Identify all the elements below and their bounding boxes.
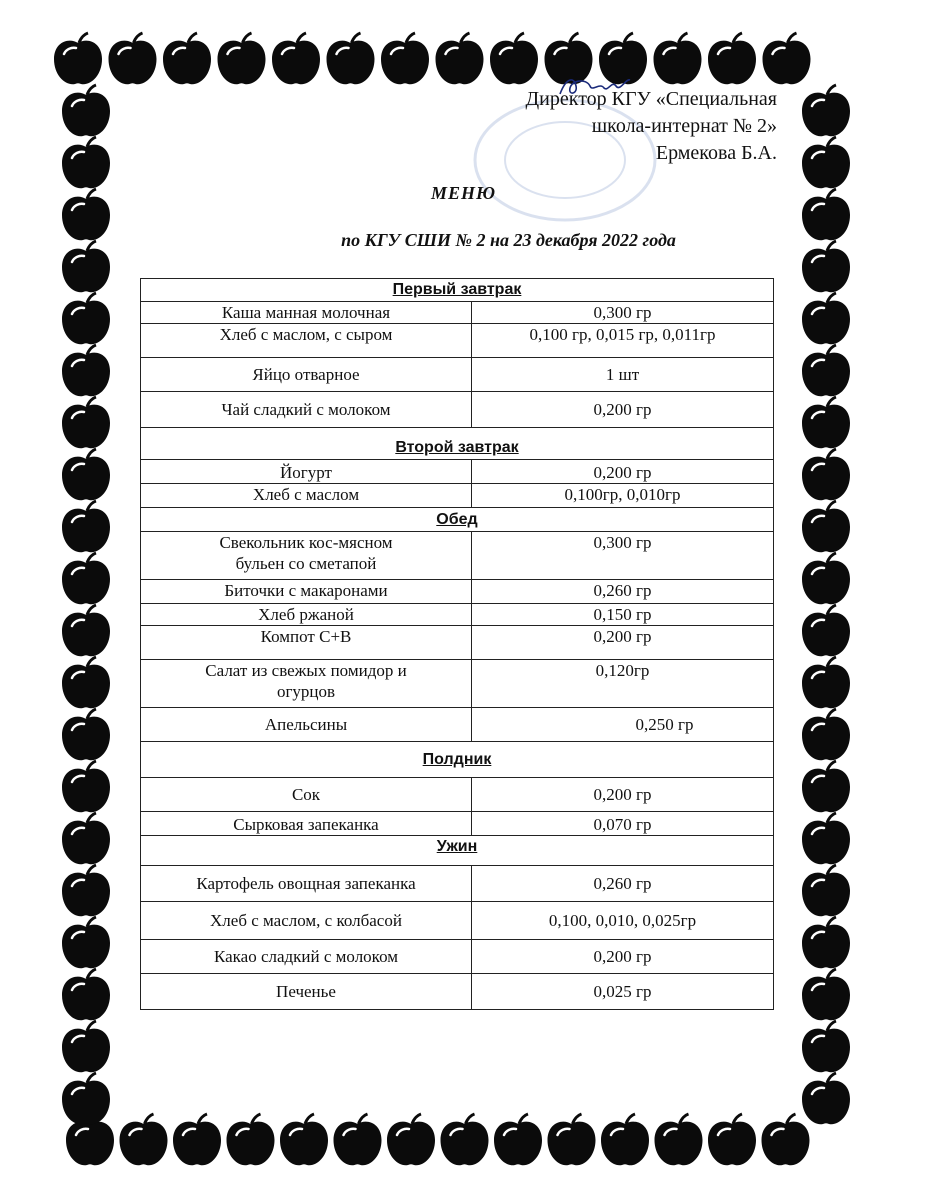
- apple-icon: [109, 33, 157, 84]
- section-title: Второй завтрак: [141, 428, 774, 460]
- dish-name: Хлеб ржаной: [141, 604, 472, 626]
- apple-icon: [62, 813, 110, 864]
- apple-icon: [802, 657, 850, 708]
- table-row: [141, 708, 774, 742]
- apple-icon: [802, 85, 850, 136]
- dish-name: Апельсины: [141, 708, 472, 742]
- dish-name: Хлеб с маслом, с колбасой: [141, 902, 472, 940]
- apple-icon: [762, 1114, 810, 1165]
- apple-icon: [173, 1114, 221, 1165]
- table-row: [141, 604, 774, 626]
- apple-icon: [327, 33, 375, 84]
- dish-name: Сырковая запеканка: [141, 812, 472, 836]
- table-row: [141, 902, 774, 940]
- section-title: Ужин: [141, 836, 774, 866]
- table-row: [141, 580, 774, 604]
- apple-icon: [62, 449, 110, 500]
- apple-icon: [802, 969, 850, 1020]
- apple-icon: [601, 1114, 649, 1165]
- dish-qty: 0,200 гр: [472, 460, 774, 484]
- apple-icon: [62, 917, 110, 968]
- apple-icon: [802, 917, 850, 968]
- apple-icon: [802, 553, 850, 604]
- dish-qty: 0,120гр: [472, 660, 774, 708]
- dish-qty: 0,200 гр: [472, 626, 774, 660]
- dish-qty: 0,070 гр: [472, 812, 774, 836]
- table-row: [141, 532, 774, 580]
- apple-icon: [62, 969, 110, 1020]
- apple-icon: [387, 1114, 435, 1165]
- apple-icon: [802, 1073, 850, 1124]
- table-row: [141, 358, 774, 392]
- apple-icon: [54, 33, 102, 84]
- apple-icon: [62, 605, 110, 656]
- table-row: [141, 392, 774, 428]
- apple-icon: [120, 1114, 168, 1165]
- dish-name: Картофель овощная запеканка: [141, 866, 472, 902]
- apple-icon: [62, 1021, 110, 1072]
- table-row: [141, 626, 774, 660]
- table-row: [141, 778, 774, 812]
- apple-icon: [62, 397, 110, 448]
- table-row: [141, 302, 774, 324]
- dish-qty: 0,200 гр: [472, 940, 774, 974]
- apple-icon: [494, 1114, 542, 1165]
- apple-icon: [802, 449, 850, 500]
- table-row: [141, 974, 774, 1010]
- dish-name: Йогурт: [141, 460, 472, 484]
- dish-name: Хлеб с маслом, с сыром: [141, 324, 472, 358]
- table-row: [141, 460, 774, 484]
- apple-icon: [802, 293, 850, 344]
- apple-icon: [62, 501, 110, 552]
- section-title: Обед: [141, 508, 774, 532]
- apple-icon: [548, 1114, 596, 1165]
- apple-icon: [802, 709, 850, 760]
- dish-name: Печенье: [141, 974, 472, 1010]
- apple-icon: [62, 865, 110, 916]
- table-row: [141, 484, 774, 508]
- dish-qty: 0,025 гр: [472, 974, 774, 1010]
- dish-qty: 0,100, 0,010, 0,025гр: [472, 902, 774, 940]
- dish-name-line-1: Свекольник кос-мясном: [219, 533, 393, 552]
- dish-name-line-2: огурцов: [276, 682, 336, 701]
- apple-icon: [802, 501, 850, 552]
- table-row: [141, 940, 774, 974]
- dish-name: Каша манная молочная: [141, 302, 472, 324]
- approval-signature-line: [526, 140, 777, 167]
- apple-icon: [654, 33, 702, 84]
- dish-name: [141, 532, 472, 580]
- table-row: [141, 660, 774, 708]
- apple-icon: [802, 345, 850, 396]
- apple-icon: [62, 553, 110, 604]
- apple-icon: [436, 33, 484, 84]
- apple-icon: [272, 33, 320, 84]
- dish-qty: 0,100 гр, 0,015 гр, 0,011гр: [472, 324, 774, 358]
- apple-icon: [802, 813, 850, 864]
- apple-icon: [708, 1114, 756, 1165]
- apple-icon: [62, 293, 110, 344]
- dish-qty: 0,100гр, 0,010гр: [472, 484, 774, 508]
- apple-icon: [441, 1114, 489, 1165]
- dish-name: [141, 660, 472, 708]
- apple-icon: [227, 1114, 275, 1165]
- apple-icon: [62, 761, 110, 812]
- table-row: [141, 324, 774, 358]
- dish-qty: 0,200 гр: [472, 392, 774, 428]
- dish-name: Компот С+В: [141, 626, 472, 660]
- dish-qty: 0,260 гр: [472, 866, 774, 902]
- dish-name: Сок: [141, 778, 472, 812]
- apple-icon: [802, 397, 850, 448]
- dish-qty: 1 шт: [472, 358, 774, 392]
- apple-icon: [66, 1114, 114, 1165]
- table-row: [141, 866, 774, 902]
- apple-icon: [163, 33, 211, 84]
- dish-qty: 0,260 гр: [472, 580, 774, 604]
- apple-icon: [62, 345, 110, 396]
- apple-icon: [62, 709, 110, 760]
- apple-icon: [802, 1021, 850, 1072]
- apple-icon: [62, 85, 110, 136]
- menu-table: [140, 278, 774, 1010]
- apple-icon: [62, 1073, 110, 1124]
- apple-icon: [62, 657, 110, 708]
- section-title: Первый завтрак: [141, 279, 774, 302]
- dish-name: Какао сладкий с молоком: [141, 940, 472, 974]
- dish-qty: 0,300 гр: [472, 532, 774, 580]
- dish-name: Чай сладкий с молоком: [141, 392, 472, 428]
- approval-director-name: Ермекова Б.А.: [655, 142, 777, 164]
- approval-block: [526, 86, 777, 167]
- section-title: Полдник: [141, 742, 774, 778]
- dish-qty: 0,150 гр: [472, 604, 774, 626]
- page-subtitle: по КГУ СШИ № 2 на 23 декабря 2022 года: [341, 230, 676, 250]
- dish-qty: 0,200 гр: [472, 778, 774, 812]
- apple-icon: [763, 33, 811, 84]
- apple-icon: [62, 137, 110, 188]
- dish-name-line-2: бульен со сметапой: [235, 554, 377, 573]
- apple-icon: [280, 1114, 328, 1165]
- apple-icon: [802, 137, 850, 188]
- table-row: [141, 812, 774, 836]
- apple-icon: [802, 761, 850, 812]
- dish-qty: 0,250 гр: [472, 708, 774, 742]
- apple-icon: [381, 33, 429, 84]
- apple-icon: [334, 1114, 382, 1165]
- approval-line-2: школа-интернат № 2»: [591, 115, 777, 137]
- apple-icon: [218, 33, 266, 84]
- apple-icon: [708, 33, 756, 84]
- dish-name-line-1: Салат из свежых помидор и: [205, 661, 407, 680]
- apple-icon: [802, 605, 850, 656]
- page-title: МЕНЮ: [430, 183, 497, 203]
- dish-name: Биточки с макаронами: [141, 580, 472, 604]
- apple-icon: [490, 33, 538, 84]
- handwritten-signature: [556, 72, 636, 102]
- apple-icon: [802, 865, 850, 916]
- apple-icon: [655, 1114, 703, 1165]
- dish-name: Яйцо отварное: [141, 358, 472, 392]
- dish-qty: 0,300 гр: [472, 302, 774, 324]
- approval-line-1: Директор КГУ «Специальная: [525, 88, 777, 110]
- dish-name: Хлеб с маслом: [141, 484, 472, 508]
